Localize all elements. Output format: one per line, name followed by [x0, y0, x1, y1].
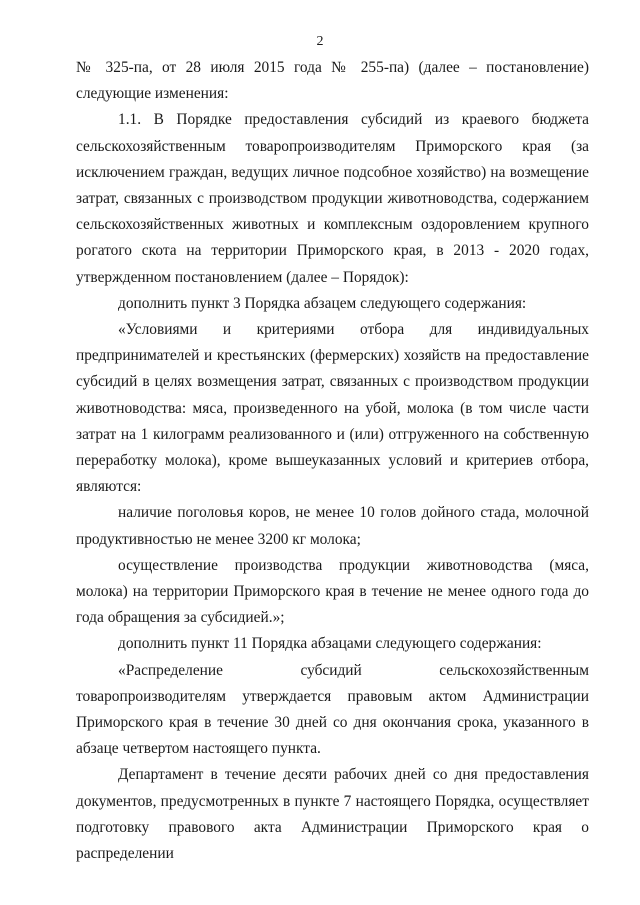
paragraph-department-duties: Департамент в течение десяти рабочих дней со дня предоставления документов, предусмотренных в пункте 7 настоящего Порядка, осуществляет подготовку правового акта Администрации Приморского края о распределении: [76, 766, 589, 863]
paragraph-livestock-requirement: наличие поголовья коров, не менее 10 голов дойного стада, молочной продуктивностью не менее 3200 кг молока;: [76, 504, 589, 548]
paragraph-continuation: № 325-па, от 28 июля 2015 года № 255-па) (далее – постановление) следующие изменения:: [76, 59, 589, 103]
paragraph-1-1: 1.1. В Порядке предоставления субсидий из краевого бюджета сельскохозяйственным товаропроизводителям Приморского края (за исключением граждан, ведущих личное подсобное хозяйство) на возмещение затрат, связанных с производством продукции животноводства, содержанием сельскохозяйственных животных и комплексным оздоровлением крупного рогатого скота на территории Приморского края, в 2013 - 2020 годах, утвержденном постановлением (далее – Порядок):: [76, 111, 589, 286]
paragraph-subsidy-distribution: «Распределение субсидий сельскохозяйственным товаропроизводителям утверждается правовым актом Администрации Приморского края в течение 30 дней со дня окончания срока, указанного в абзаце четвертом настоящего пункта.: [76, 661, 589, 758]
document-body: [76, 55, 589, 867]
paragraph-production-requirement: осуществление производства продукции животноводства (мяса, молока) на территории Приморского края в течение не менее одного года до года обращения за субсидией.»;: [76, 556, 589, 627]
paragraph-conditions-criteria: «Условиями и критериями отбора для индивидуальных предпринимателей и крестьянских (фермерских) хозяйств на предоставление субсидий в целях возмещения затрат, связанных с производством продукции животноводства: мяса, произведенного на убой, молока (в том числе части затрат на 1 килограмм реализованного и (или) отгруженного на собственную переработку молока), кроме вышеуказанных условий и критериев отбора, являются:: [76, 321, 589, 496]
paragraph-amend-item-11: дополнить пункт 11 Порядка абзацами следующего содержания:: [118, 635, 542, 653]
page-number: 2: [316, 34, 324, 49]
paragraph-amend-item-3: дополнить пункт 3 Порядка абзацем следующего содержания:: [118, 294, 527, 312]
